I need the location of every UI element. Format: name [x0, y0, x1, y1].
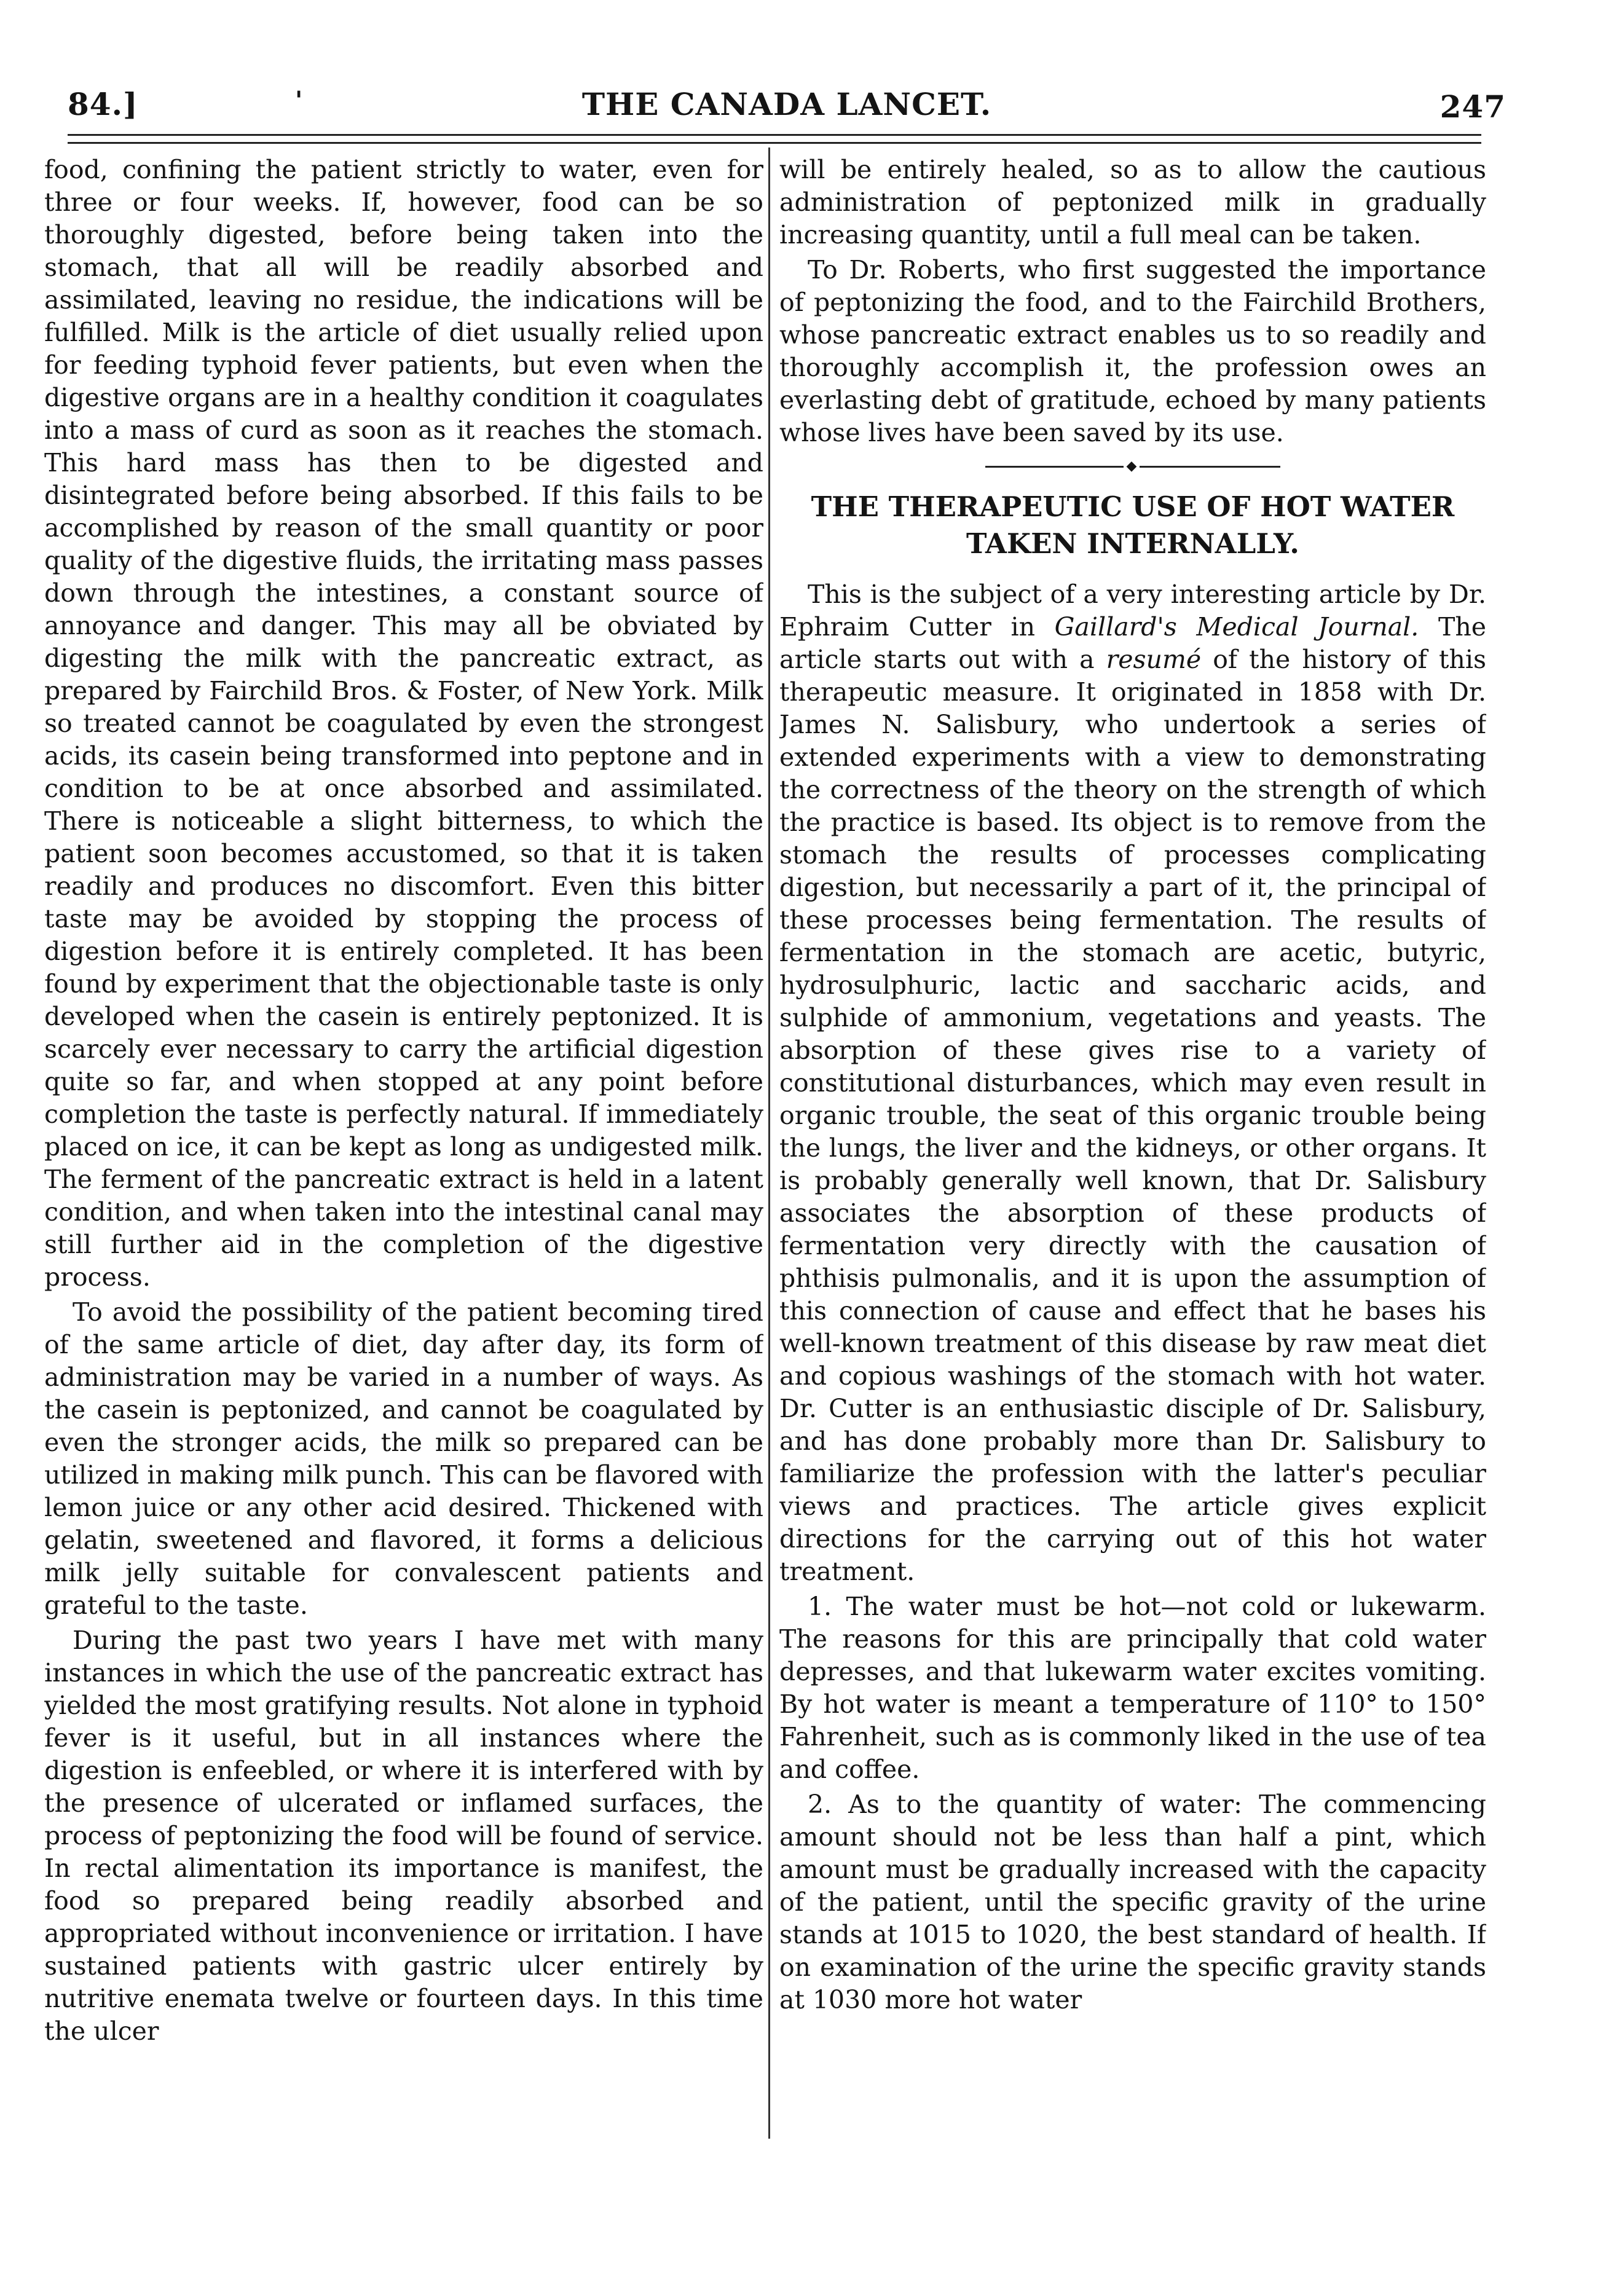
left-column	[44, 154, 763, 2108]
article-paragraph-1	[779, 578, 1486, 1588]
article-text-b: The article starts out with a	[779, 612, 1486, 674]
header-mark: '	[295, 86, 304, 115]
right-column	[779, 154, 1486, 2108]
section-separator	[985, 460, 1280, 473]
journal-name: Gaillard's Medical Journal.	[1054, 612, 1419, 642]
header-double-rule	[68, 134, 1481, 144]
page-number: 247	[1440, 88, 1506, 125]
right-paragraph-2: To Dr. Roberts, who first suggested the importance of peptonizing the food, and to the Fairchild Brothers, whose pancreatic extract enables us to so readily and thoroughly accomplish it, the profession owes an everlasting debt of gratitude, echoed by many patients whose lives have been saved by its use.	[779, 255, 1486, 447]
article-text-a: This is the subject of a very interesting article by Dr. Ephraim Cutter in	[779, 580, 1486, 642]
left-paragraph-1: food, confining the patient strictly to water, even for three or four weeks. If, however, food can be so thoroughly digested, before being taken into the stomach, that all will be readily absorbed and assimilated, leaving no residue, the indications will be fulfilled. Milk is the article of diet usually relied upon for feeding typhoid fever patients, but even when the digestive organs are in a healthy condition it coagulates into a mass of curd as soon as it reaches the stomach. This hard mass has then to be digested and disintegrated before being absorbed. If this fails to be accomplished by reason of the small quantity or poor quality of the digestive fluids, the irritating mass passes down through the intestines, a constant source of annoyance and danger. This may all be obviated by digesting the milk with the pancreatic extract, as prepared by Fairchild Bros. & Foster, of New York. Milk so treated cannot be coagulated by even the strongest acids, its casein being transformed into peptone and in condition to be at once absorbed and assimilated. There is noticeable a slight bitterness, to which the patient soon becomes accustomed, so that it is taken readily and produces no discomfort. Even this bitter taste may be avoided by stopping the process of digestion before it is entirely completed. It has been found by experiment that the objectionable taste is only developed when the casein is entirely peptonized. It is scarcely ever necessary to carry the artificial digestion quite so far, and when stopped at any point before completion the taste is perfectly natural. If immediately placed on ice, it can be kept as long as undigested milk. The ferment of the pancreatic extract is held in a latent condition, and when taken into the intestinal canal may still further aid in the completion of the digestive process.	[44, 155, 763, 1292]
right-paragraph-1: will be entirely healed, so as to allow the cautious administration of peptonized milk in gradually increasing quantity, until a full meal can be taken.	[779, 155, 1486, 250]
resume-word: resumé	[1106, 645, 1202, 674]
article-paragraph-3: 2. As to the quantity of water: The commencing amount should not be less than half a pint, which amount must be gradually increased with the capacity of the patient, until the specific gravity of the urine stands at 1015 to 1020, the best standard of health. If on examination of the urine the specific gravity stands at 1030 more hot water	[779, 1790, 1486, 2015]
journal-title: THE CANADA LANCET.	[581, 86, 992, 122]
article-heading: THE THERAPEUTIC USE OF HOT WATER TAKEN INTERNALLY.	[811, 490, 1455, 560]
separator-ornament-icon: ◆	[1124, 460, 1140, 473]
article-text-c: of the history of this therapeutic measure. It originated in 1858 with Dr. James N. Salisbury, who undertook a series of extended experiments with a view to demonstrating the correctness of the theory on the strength of which the practice is based. Its object is to remove from the stomach the results of processes complicating digestion, but necessarily a part of it, the principal of these processes being fermentation. The results of fermentation in the stomach are acetic, butyric, hydrosulphuric, lactic and saccharic acids, and sulphide of ammonium, vegetations and yeasts. The absorption of these gives rise to a variety of constitutional disturbances, which may even result in organic trouble, the seat of this organic trouble being the lungs, the liver and the kidneys, or other organs. It is probably generally well known, that Dr. Salisbury associates the absorption of these products of fermentation very directly with the causation of phthisis pulmonalis, and it is upon the assumption of this connection of cause and effect that he bases his well-known treatment of this disease by raw meat diet and copious washings of the stomach with hot water. Dr. Cutter is an enthusiastic disciple of Dr. Salisbury, and has done probably more than Dr. Salisbury to familiarize the profession with the latter's peculiar views and practices. The article gives explicit directions for the carrying out of this hot water treatment.	[779, 645, 1486, 1586]
left-paragraph-2: To avoid the possibility of the patient becoming tired of the same article of diet, day after day, its form of administration may be varied in a number of ways. As the casein is peptonized, and cannot be coagulated by even the stronger acids, the milk so prepared can be utilized in making milk punch. This can be flavored with lemon juice or any other acid desired. Thickened with gelatin, sweetened and flavored, it forms a delicious milk jelly suitable for convalescent patients and grateful to the taste.	[44, 1297, 763, 1620]
header-volume-number: 84.]	[68, 86, 138, 122]
running-header	[68, 80, 1506, 135]
column-divider	[768, 147, 770, 2139]
article-paragraph-2: 1. The water must be hot—not cold or lukewarm. The reasons for this are principally that cold water depresses, and that lukewarm water excites vomiting. By hot water is meant a temperature of 110° to 150° Fahrenheit, such as is commonly liked in the use of tea and coffee.	[779, 1592, 1486, 1784]
left-paragraph-3: During the past two years I have met with many instances in which the use of the pancreatic extract has yielded the most gratifying results. Not alone in typhoid fever is it useful, but in all instances where the digestion is enfeebled, or where it is interfered with by the presence of ulcerated or inflamed surfaces, the process of peptonizing the food will be found of service. In rectal alimentation its importance is manifest, the food so prepared being readily absorbed and appropriated without inconvenience or irritation. I have sustained patients with gastric ulcer entirely by nutritive enemata twelve or fourteen days. In this time the ulcer	[44, 1626, 763, 2046]
